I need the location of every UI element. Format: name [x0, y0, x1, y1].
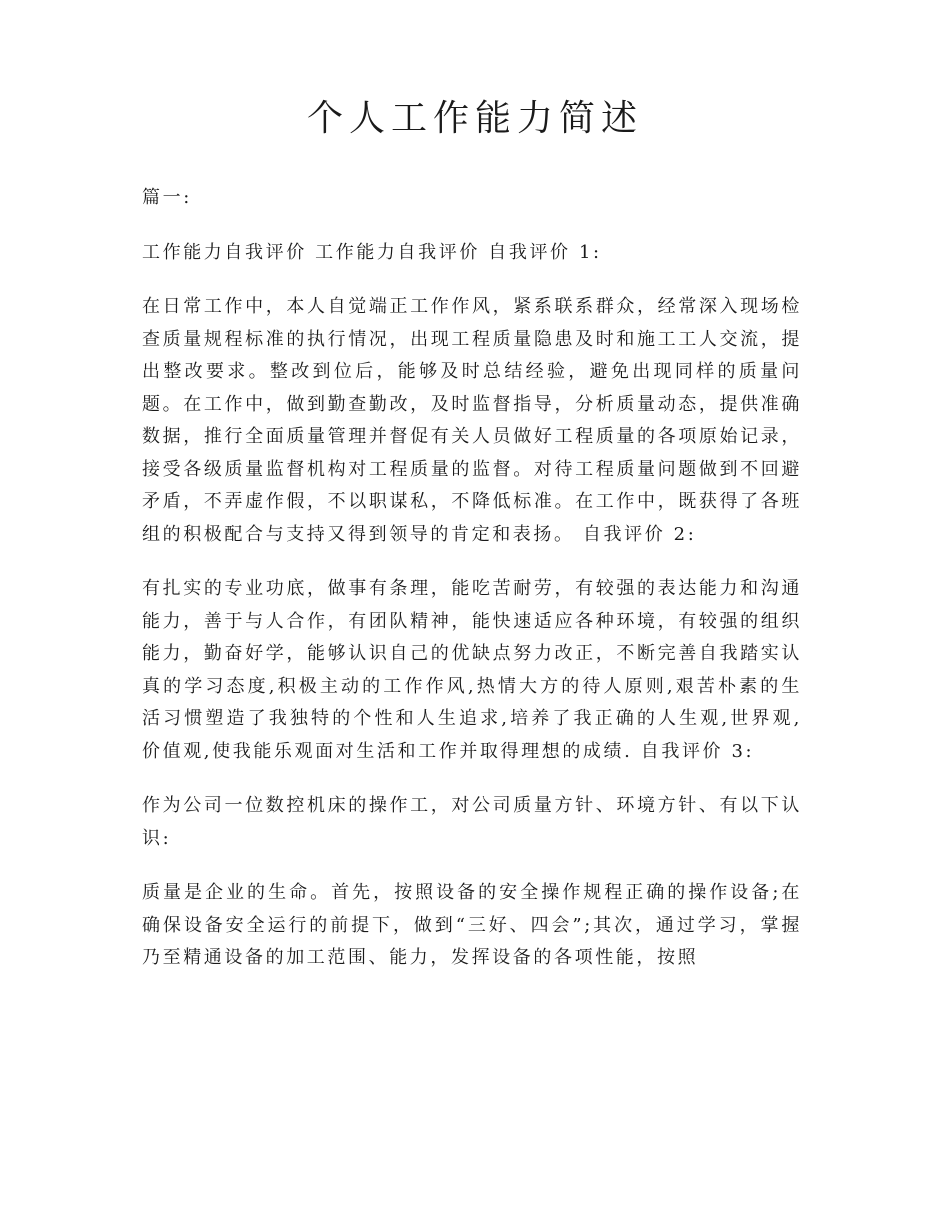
body-paragraph: 有扎实的专业功底，做事有条理，能吃苦耐劳，有较强的表达能力和沟通能力，善于与人合作，有团队精神，能快速适应各种环境，有较强的组织能力，勤奋好学，能够认识自己的优缺点努力改正，不断完善自我踏实认真的学习态度,积极主动的工作作风,热情大方的待人原则,艰苦朴素的生活习惯塑造了我独特的个性和人生追求,培养了我正确的人生观,世界观,价值观,使我能乐观面对生活和工作并取得理想的成绩. 自我评价 3:	[142, 578, 802, 762]
document-title: 个人工作能力简述	[306, 98, 643, 139]
body-paragraph: 在日常工作中，本人自觉端正工作作风，紧系联系群众，经常深入现场检查质量规程标准的执行情况，出现工程质量隐患及时和施工工人交流，提出整改要求。整改到位后，能够及时总结经验，避免出现同样的质量问题。在工作中，做到勤查勤改，及时监督指导，分析质量动态，提供准确数据，推行全面质量管理并督促有关人员做好工程质量的各项原始记录，接受各级质量监督机构对工程质量的监督。对待工程质量问题做到不回避矛盾，不弄虚作假，不以职谋私，不降低标准。在工作中，既获得了各班组的积极配合与支持又得到领导的肯定和表扬。 自我评价 2:	[142, 296, 802, 545]
document-body	[142, 182, 802, 997]
subheading: 工作能力自我评价 工作能力自我评价 自我评价 1:	[142, 241, 602, 263]
body-paragraph: 质量是企业的生命。首先，按照设备的安全操作规程正确的操作设备;在确保设备安全运行的前提下，做到“三好、四会”;其次，通过学习，掌握乃至精通设备的加工范围、能力，发挥设备的各项性能，按照	[142, 882, 802, 968]
section-heading: 篇一:	[142, 187, 192, 208]
body-paragraph: 作为公司一位数控机床的操作工，对公司质量方针、环境方针、有以下认识:	[142, 795, 802, 849]
